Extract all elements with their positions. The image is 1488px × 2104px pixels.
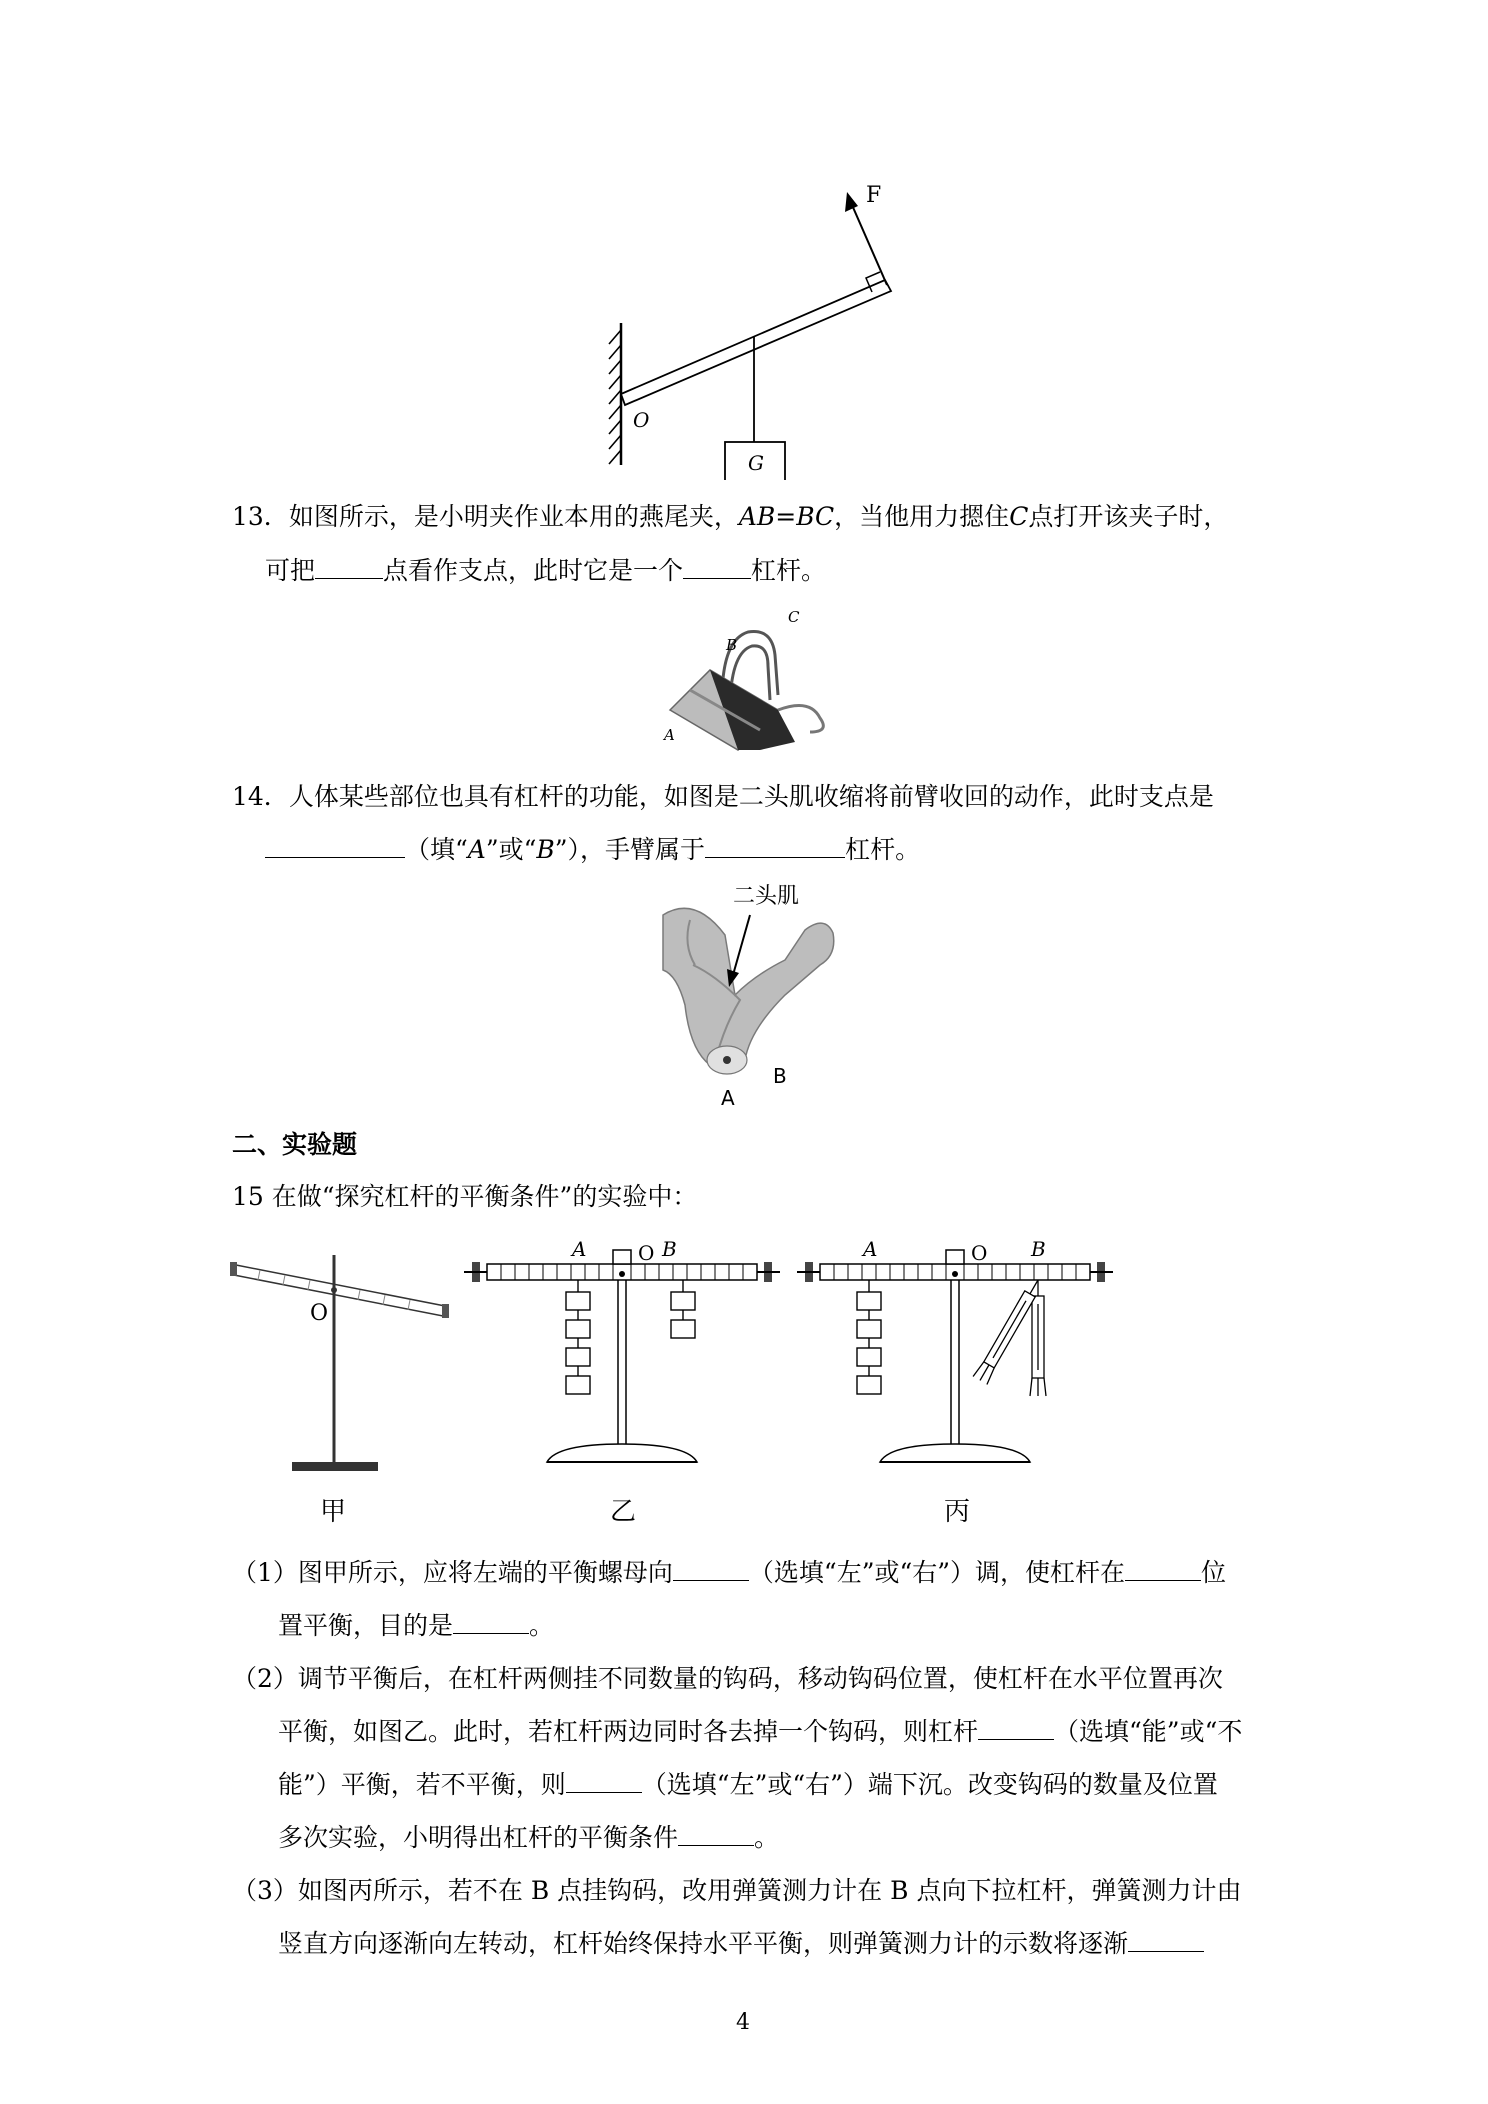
q14-line2: （填“A”或“B”），手臂属于 杠杆。 <box>265 833 920 867</box>
page-number: 4 <box>736 2010 750 2035</box>
answer-blank[interactable] <box>978 1715 1054 1740</box>
q15-p1-line1: （1）图甲所示，应将左端的平衡螺母向 （选填“左”或“右”）调，使杠杆在 位 <box>232 1558 1227 1587</box>
weight-label: G <box>748 451 764 475</box>
arm-label-b: B <box>773 1064 787 1088</box>
q15-p2-line4: 多次实验，小明得出杠杆的平衡条件 。 <box>278 1823 780 1852</box>
answer-blank[interactable] <box>705 833 845 858</box>
bing-label-a: A <box>863 1237 878 1261</box>
answer-blank[interactable] <box>673 1556 749 1581</box>
answer-blank[interactable] <box>566 1768 642 1793</box>
force-label: F <box>866 183 882 208</box>
answer-blank[interactable] <box>315 554 383 579</box>
q15-p3-line1: （3）如图丙所示，若不在 B 点挂钩码，改用弹簧测力计在 B 点向下拉杠杆，弹簧测力计由 <box>232 1876 1242 1905</box>
answer-blank[interactable] <box>1128 1927 1204 1952</box>
yi-caption-text: 乙 <box>610 1497 637 1527</box>
section-title: 二、实验题 <box>232 1130 358 1159</box>
yi-label-b: B <box>662 1237 677 1261</box>
bing-caption-text: 丙 <box>944 1497 971 1527</box>
answer-blank[interactable] <box>453 1609 529 1634</box>
jia-pivot-label: O <box>310 1301 329 1326</box>
q15-intro: 15 在做“探究杠杆的平衡条件”的实验中： <box>232 1182 698 1211</box>
answer-blank[interactable] <box>678 1821 754 1846</box>
yi-label-o: O <box>638 1241 655 1265</box>
q13-line1: 13．如图所示，是小明夹作业本用的燕尾夹，AB=BC，当他用力摁住C点打开该夹子时， <box>232 502 1229 531</box>
clip-label-c: C <box>788 608 800 626</box>
yi-label-a: A <box>572 1237 587 1261</box>
jia-caption-text: 甲 <box>320 1497 347 1527</box>
answer-blank[interactable] <box>265 833 405 858</box>
bing-label-b: B <box>1031 1237 1046 1261</box>
q13-line2: 可把 点看作支点，此时它是一个 杠杆。 <box>265 556 827 585</box>
q13-number: 13． <box>232 502 289 531</box>
arm-muscle-figure <box>655 875 855 1115</box>
clip-label-a: A <box>664 726 675 744</box>
lever-figure-yi <box>462 1234 792 1494</box>
q15-p3-line2: 竖直方向逐渐向左转动，杠杆始终保持水平平衡，则弹簧测力计的示数将逐渐 <box>278 1927 1204 1961</box>
q14-line1: 14．人体某些部位也具有杠杆的功能，如图是二头肌收缩将前臂收回的动作，此时支点是 <box>232 782 1214 811</box>
pivot-label: O <box>633 408 650 432</box>
answer-blank[interactable] <box>1125 1556 1201 1581</box>
lever-figure-jia <box>230 1240 455 1490</box>
bing-label-o: O <box>971 1241 988 1265</box>
q15-p2-line1: （2）调节平衡后，在杠杆两侧挂不同数量的钩码，移动钩码位置，使杠杆在水平位置再次 <box>232 1664 1223 1693</box>
lever-figure-bing <box>795 1234 1125 1494</box>
lever-force-figure <box>600 180 900 480</box>
q15-p1-line2: 置平衡，目的是 。 <box>278 1611 555 1640</box>
answer-blank[interactable] <box>683 554 751 579</box>
binder-clip-figure <box>660 600 840 765</box>
arm-label-a: A <box>721 1086 735 1110</box>
muscle-label: 二头肌 <box>733 884 800 909</box>
clip-label-b: B <box>726 636 738 654</box>
q14-number: 14． <box>232 782 289 811</box>
q15-p2-line3: 能”）平衡，若不平衡，则 （选填“左”或“右”）端下沉。改变钩码的数量及位置 <box>278 1770 1218 1799</box>
q15-p2-line2: 平衡，如图乙。此时，若杠杆两边同时各去掉一个钩码，则杠杆 （选填“能”或“不 <box>278 1717 1243 1746</box>
